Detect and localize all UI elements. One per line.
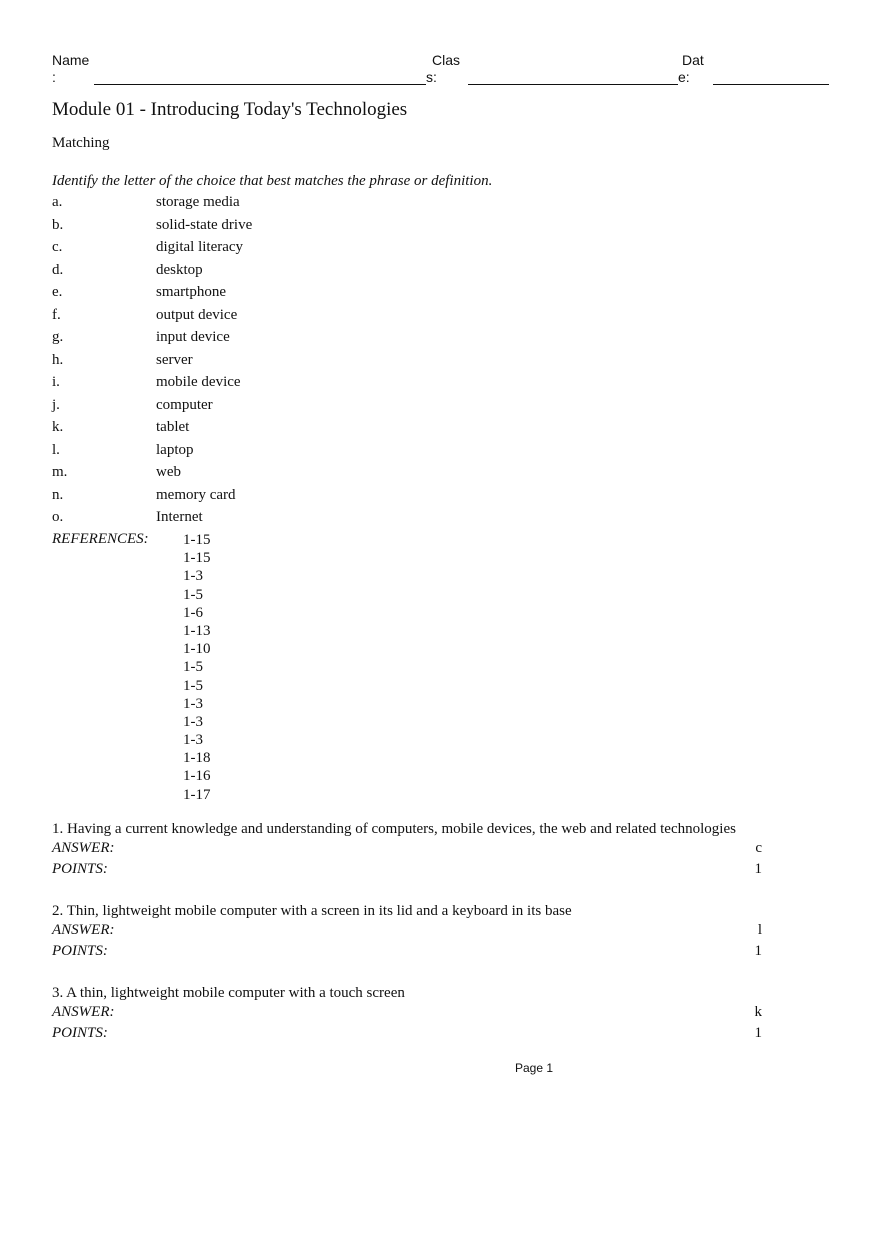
choice-letter: c. (52, 239, 63, 255)
question-text: 3. A thin, lightweight mobile computer with a touch screen (52, 985, 405, 1001)
choice-letter: a. (52, 194, 63, 210)
answer-label: ANSWER: (52, 922, 115, 938)
choice-term: laptop (156, 441, 194, 458)
choice-letter: n. (52, 486, 64, 503)
question-text: 1. Having a current knowledge and understanding of computers, mobile devices, the web and related technologies (52, 821, 736, 837)
choice-term: server (156, 351, 193, 368)
reference-item: 1-17 (183, 786, 211, 803)
choice-term: input device (156, 329, 230, 345)
choice-term: mobile device (156, 374, 241, 390)
instructions: Identify the letter of the choice that best matches the phrase or definition. (52, 173, 493, 189)
answer-label: ANSWER: (52, 840, 115, 856)
date-label-suffix: e: (678, 69, 690, 85)
question-text: 2. Thin, lightweight mobile computer with a screen in its lid and a keyboard in its base (52, 903, 572, 919)
choice-letter: e. (52, 284, 63, 300)
references-label: REFERENCES: (52, 531, 149, 547)
reference-item: 1-5 (183, 677, 203, 694)
reference-item: 1-6 (183, 604, 203, 621)
class-label: Clas (432, 52, 461, 68)
choice-term: storage media (156, 194, 240, 210)
points-value: 1 (754, 1025, 762, 1041)
choice-letter: l. (52, 441, 60, 458)
reference-item: 1-5 (183, 659, 203, 676)
answer-value: l (757, 922, 762, 938)
class-label-suffix: s: (426, 69, 437, 85)
name-label: Name (52, 52, 90, 68)
choice-letter: g. (52, 329, 64, 345)
reference-item: 1-3 (183, 568, 203, 585)
points-label: POINTS: (52, 861, 108, 877)
points-value: 1 (754, 861, 762, 877)
answer-row (52, 920, 762, 941)
reference-item: 1-3 (183, 732, 203, 749)
choice-letter: k. (52, 419, 64, 435)
answer-value: c (755, 840, 762, 856)
reference-item: 1-5 (183, 586, 203, 603)
answer-row (52, 838, 762, 859)
choice-term: memory card (156, 486, 236, 503)
points-row (52, 941, 762, 962)
name-label-colon: : (52, 69, 56, 85)
page-title: Module 01 - Introducing Today's Technologies (52, 99, 408, 120)
name-field-line[interactable] (94, 84, 426, 85)
choice-term: solid-state drive (156, 216, 253, 233)
reference-item: 1-3 (183, 713, 203, 730)
choice-letter: b. (52, 216, 64, 233)
choice-letter: m. (52, 464, 68, 480)
reference-item: 1-10 (183, 641, 211, 658)
choice-letter: d. (52, 261, 64, 278)
reference-item: 1-15 (183, 532, 211, 548)
points-value: 1 (754, 943, 762, 959)
choice-term: smartphone (156, 284, 226, 300)
choice-letter: f. (52, 306, 61, 323)
question-3 (52, 984, 762, 1044)
reference-item: 1-15 (183, 550, 211, 567)
date-label: Dat (682, 52, 704, 68)
answer-value: k (754, 1004, 762, 1020)
answer-label: ANSWER: (52, 1004, 115, 1020)
choice-letter: i. (52, 374, 60, 390)
answer-row (52, 1002, 762, 1023)
section-heading: Matching (52, 135, 110, 151)
class-field-line[interactable] (468, 84, 678, 85)
page-number-text: Page 1 (515, 1061, 554, 1075)
points-label: POINTS: (52, 943, 108, 959)
choice-letter: j. (52, 396, 60, 413)
choice-letter: h. (52, 351, 64, 368)
choice-term: web (156, 464, 181, 480)
references-list (183, 531, 211, 804)
choice-term: Internet (156, 509, 203, 525)
choice-term: computer (156, 396, 213, 413)
points-row (52, 1023, 762, 1044)
question-1 (52, 820, 762, 880)
choice-term: digital literacy (156, 239, 244, 255)
points-row (52, 859, 762, 880)
reference-item: 1-18 (183, 750, 211, 767)
choice-letter: o. (52, 509, 64, 525)
reference-item: 1-13 (183, 622, 211, 639)
choice-term: output device (156, 306, 238, 323)
reference-item: 1-3 (183, 695, 203, 712)
date-field-line[interactable] (713, 84, 829, 85)
choice-term: desktop (156, 261, 203, 278)
points-label: POINTS: (52, 1025, 108, 1041)
question-2 (52, 902, 762, 962)
choice-term: tablet (156, 419, 190, 435)
reference-item: 1-16 (183, 768, 211, 785)
